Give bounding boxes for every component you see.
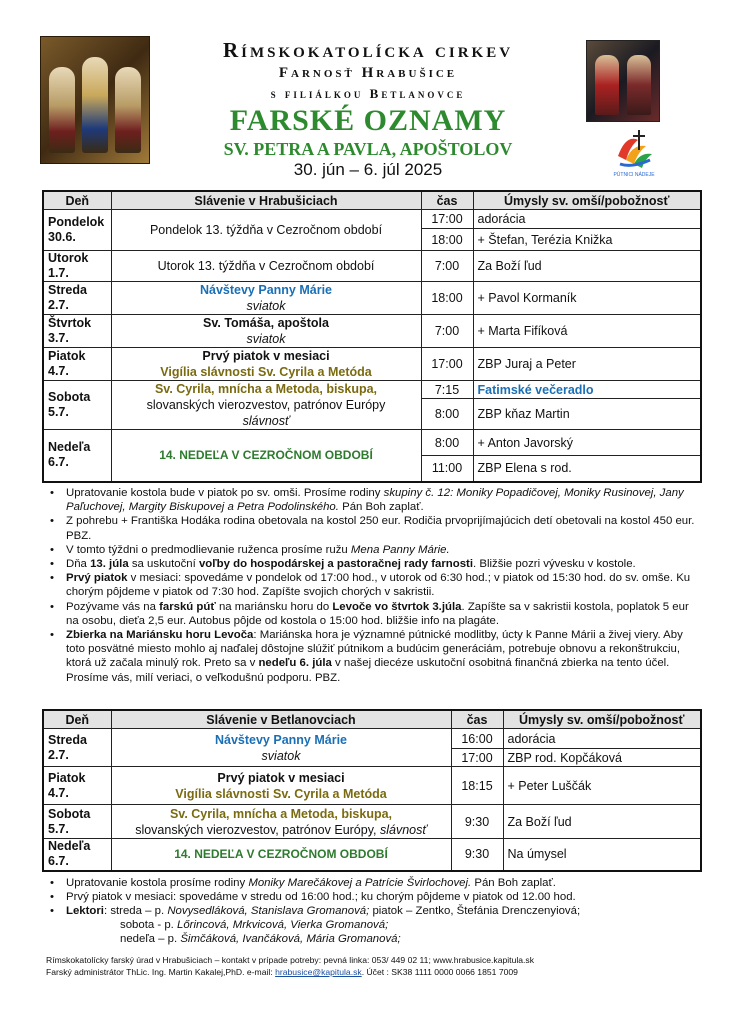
- col-header-time: čas: [421, 191, 473, 210]
- notice-text: piatok – Zentko, Štefánia Drenczenyiová;: [369, 905, 581, 918]
- celebration: Sv. Cyrila, mnícha a Metoda, biskupa, slovanských vierozvestov, patrónov Európy, slávnosť: [111, 805, 451, 839]
- table-row-day: Sobota 5.7.: [43, 381, 111, 430]
- notice-text: Novysedláková, Stanislava Gromanová;: [167, 905, 370, 918]
- time: 7:00: [421, 251, 473, 282]
- notice-item: [46, 543, 702, 557]
- notice-text: v mesiaci: spovedáme v pondelok od 17:00 hod., v utorok od 6:30 hod.; v piatok od 15:30 hod. do sv. omše. Ku chorým pôjdeme v piatok od 7:30 hod. Zapíšte svojich chorých v sakristii.: [66, 572, 691, 599]
- notice-text: skupiny č. 12: Moniky Popadičovej, Moniky Rusinovej, Jany Paľuchovej, Margity Biskupovej a Petra Podolinského.: [66, 487, 684, 514]
- hrabusice-schedule-table: [42, 190, 702, 483]
- intention: + Štefan, Terézia Knižka: [473, 229, 701, 251]
- notice-text: : Mariánska hora je významné pútnické modlitby, úcty k Panne Márii a živej viery. Aby toto posvätné miesto mohlo aj naďalej dôstojne slúžiť pútnikom a budúcim generáciám, potrebuje obnovu a rekonštrukciu, ktorá už začala minulý rok. Preto sa v: [66, 629, 683, 670]
- celebration: Návštevy Panny Márie sviatok: [111, 729, 451, 767]
- celebration: Pondelok 13. týždňa v Cezročnom období: [111, 210, 421, 251]
- time: 7:15: [421, 381, 473, 399]
- notice-text: 13. júla: [90, 558, 129, 571]
- table-row-day: Sobota 5.7.: [43, 805, 111, 839]
- notice-text: v našej diecéze uskutoční osobitná finančná zbierka na tento účel. Prosíme vás, milí veriaci, o veľkodušnú podporu. PBZ.: [66, 657, 670, 684]
- notice-text: Upratovanie kostola prosíme rodiny: [66, 877, 249, 889]
- parish-name: Farnosť Hrabušice: [278, 65, 458, 81]
- col-header-intentions: Úmysly sv. omší/pobožnosť: [473, 191, 701, 210]
- time: 18:00: [421, 282, 473, 315]
- intention: adorácia: [503, 729, 701, 749]
- header: [150, 38, 586, 180]
- table-row-day: Piatok 4.7.: [43, 767, 111, 805]
- notice-text: V tomto týždni o predmodlievanie ruženca prosíme ružu: [66, 543, 351, 556]
- notice-item: [46, 600, 702, 628]
- notice-text: . Bližšie pozri vývesku v kostole.: [473, 558, 636, 571]
- page-title: FARSKÉ OZNAMY: [229, 104, 507, 137]
- notice-text: Prvý piatok: [66, 572, 128, 585]
- notice-text: voľby do hospodárskej a pastoračnej rady farnosti: [198, 558, 474, 571]
- table-row-day: Streda 2.7.: [43, 282, 111, 315]
- notice-item: [46, 890, 702, 904]
- notice-text: sobota - p.: [120, 919, 177, 931]
- time: 8:00: [421, 399, 473, 430]
- notice-item: [46, 557, 702, 571]
- table-row-day: Utorok 1.7.: [43, 251, 111, 282]
- notice-text: : streda – p.: [103, 905, 168, 918]
- celebration: 14. NEDEĽA V CEZROČNOM OBDOBÍ: [111, 839, 451, 871]
- notice-text: Dňa: [66, 558, 91, 571]
- notice-text: Pán Boh zaplať.: [338, 501, 424, 514]
- date-range: 30. jún – 6. júl 2025: [293, 160, 443, 179]
- notice-text: Zbierka na Mariánsku horu Levoča: [66, 629, 254, 642]
- col-header-time: čas: [451, 710, 503, 729]
- table-row-day: Piatok 4.7.: [43, 348, 111, 381]
- intention: Za Boží ľud: [503, 805, 701, 839]
- time: 11:00: [421, 456, 473, 482]
- celebration: Prvý piatok v mesiaci Vigília slávnosti Sv. Cyrila a Metóda: [111, 767, 451, 805]
- notice-item: [46, 514, 702, 542]
- intention: Fatimské večeradlo: [473, 381, 701, 399]
- filial-name: s filiálkou Betlanovce: [270, 86, 466, 101]
- notice-text: Upratovanie kostola bude v piatok po sv. omši. Prosíme rodiny: [66, 487, 384, 499]
- table-row-day: Nedeľa 6.7.: [43, 430, 111, 482]
- col-header-day: Deň: [43, 191, 111, 210]
- time: 18:00: [421, 229, 473, 251]
- notice-item: [46, 628, 702, 685]
- celebration: Sv. Tomáša, apoštola sviatok: [111, 315, 421, 348]
- notice-text: Prvý piatok v mesiaci: spovedáme v stredu od 16:00 hod.; ku chorým pôjdeme v piatok od 12.00 hod.: [66, 891, 576, 904]
- notice-text: . Zapíšte sa v sakristii kostola, poplatok 5 eur na osobu, dieťa 2,5 eur. Autobus pôjde od kostola o 15:00 hod. bližšie info na plagáte.: [66, 600, 689, 627]
- table-row-day: Streda 2.7.: [43, 729, 111, 767]
- notice-text: Mena Panny Márie.: [350, 543, 450, 556]
- notice-text: na mariánsku horu do: [215, 600, 333, 613]
- notice-text: Šimčáková, Ivančáková, Mária Gromanová;: [180, 933, 401, 946]
- intention: ZBP Juraj a Peter: [473, 348, 701, 381]
- notice-text: Levoče vo štvrtok 3.júla: [332, 600, 462, 613]
- time: 18:15: [451, 767, 503, 805]
- intention: ZBP Elena s rod.: [473, 456, 701, 482]
- footer: [46, 954, 534, 978]
- time: 8:00: [421, 430, 473, 456]
- celebration: Návštevy Panny Márie sviatok: [111, 282, 421, 315]
- notice-item: [46, 571, 702, 599]
- time: 7:00: [421, 315, 473, 348]
- time: 9:30: [451, 805, 503, 839]
- col-header-celebration: Slávenie v Betlanovciach: [111, 710, 451, 729]
- betlanovce-schedule-table: [42, 709, 702, 872]
- notice-text: Moniky Marečákovej a Patrície Švirlochovej.: [248, 877, 472, 889]
- page-subtitle: SV. PETRA A PAVLA, APOŠTOLOV: [223, 139, 513, 159]
- logo-text: PÚTNICI NÁDEJE: [613, 172, 655, 178]
- notice-text: nedeľa – p.: [120, 933, 181, 946]
- notices-hrabusice: [46, 486, 702, 685]
- altar-painting-image: [40, 36, 150, 164]
- intention: Za Boží ľud: [473, 251, 701, 282]
- intention: adorácia: [473, 210, 701, 229]
- col-header-celebration: Slávenie v Hrabušiciach: [111, 191, 421, 210]
- time: 17:00: [451, 749, 503, 767]
- notice-text: Z pohrebu + Františka Hodáka rodina obetovala na kostol 250 eur. Rodičia prvoprijímajúcich detí obetovali na kostol 450 eur. PBZ.: [66, 515, 695, 542]
- church-name: Rímskokatolícka cirkev: [222, 38, 514, 62]
- celebration: 14. NEDEĽA V CEZROČNOM OBDOBÍ: [111, 430, 421, 482]
- notice-item: [120, 932, 680, 946]
- notice-item: [46, 904, 702, 918]
- table-row-day: Nedeľa 6.7.: [43, 839, 111, 871]
- lectors-list: [120, 918, 680, 946]
- notice-text: Pán Boh zaplať.: [471, 877, 556, 889]
- pilgrims-of-hope-logo: [612, 126, 656, 178]
- notice-text: farskú púť: [159, 600, 216, 613]
- notice-text: Lőrincová, Mrkvicová, Vierka Gromanová;: [177, 919, 389, 931]
- intention: + Peter Luščák: [503, 767, 701, 805]
- time: 16:00: [451, 729, 503, 749]
- notices-betlanovce: [46, 876, 702, 919]
- notice-text: Pozývame vás na: [66, 600, 160, 613]
- intention: Na úmysel: [503, 839, 701, 871]
- notice-text: nedeľu 6. júla: [258, 657, 332, 670]
- celebration: Prvý piatok v mesiaci Vigília slávnosti Sv. Cyrila a Metóda: [111, 348, 421, 381]
- saints-painting-image: [586, 40, 660, 122]
- footer-admin: Farský administrátor ThLic. Ing. Martin Kakalej,PhD. e-mail: hrabusice@kapitula.sk. Účet : SK38 1111 0000 0066 1851 7009: [46, 967, 518, 977]
- intention: ZBP rod. Kopčáková: [503, 749, 701, 767]
- intention: ZBP kňaz Martin: [473, 399, 701, 430]
- notice-item: [120, 918, 680, 932]
- table-row-day: Štvrtok 3.7.: [43, 315, 111, 348]
- time: 17:00: [421, 348, 473, 381]
- footer-contact: Rímskokatolícky farský úrad v Hrabušiciach – kontakt v prípade potreby: pevná linka: 053/ 449 02 11; www.hrabusice.kapitula.sk: [46, 955, 535, 965]
- intention: + Marta Fifíková: [473, 315, 701, 348]
- table-row-day: Pondelok 30.6.: [43, 210, 111, 251]
- time: 17:00: [421, 210, 473, 229]
- notice-text: sa uskutoční: [128, 558, 199, 571]
- col-header-day: Deň: [43, 710, 111, 729]
- celebration: Sv. Cyrila, mnícha a Metoda, biskupa, slovanských vierozvestov, patrónov Európy slávnosť: [111, 381, 421, 430]
- notice-item: [46, 486, 702, 514]
- intention: + Anton Javorský: [473, 430, 701, 456]
- celebration: Utorok 13. týždňa v Cezročnom období: [111, 251, 421, 282]
- email-link[interactable]: hrabusice@kapitula.sk: [275, 967, 362, 977]
- notice-text: Lektori: [66, 905, 104, 918]
- notice-item: [46, 876, 702, 890]
- col-header-intentions: Úmysly sv. omší/pobožnosť: [503, 710, 701, 729]
- time: 9:30: [451, 839, 503, 871]
- intention: + Pavol Kormaník: [473, 282, 701, 315]
